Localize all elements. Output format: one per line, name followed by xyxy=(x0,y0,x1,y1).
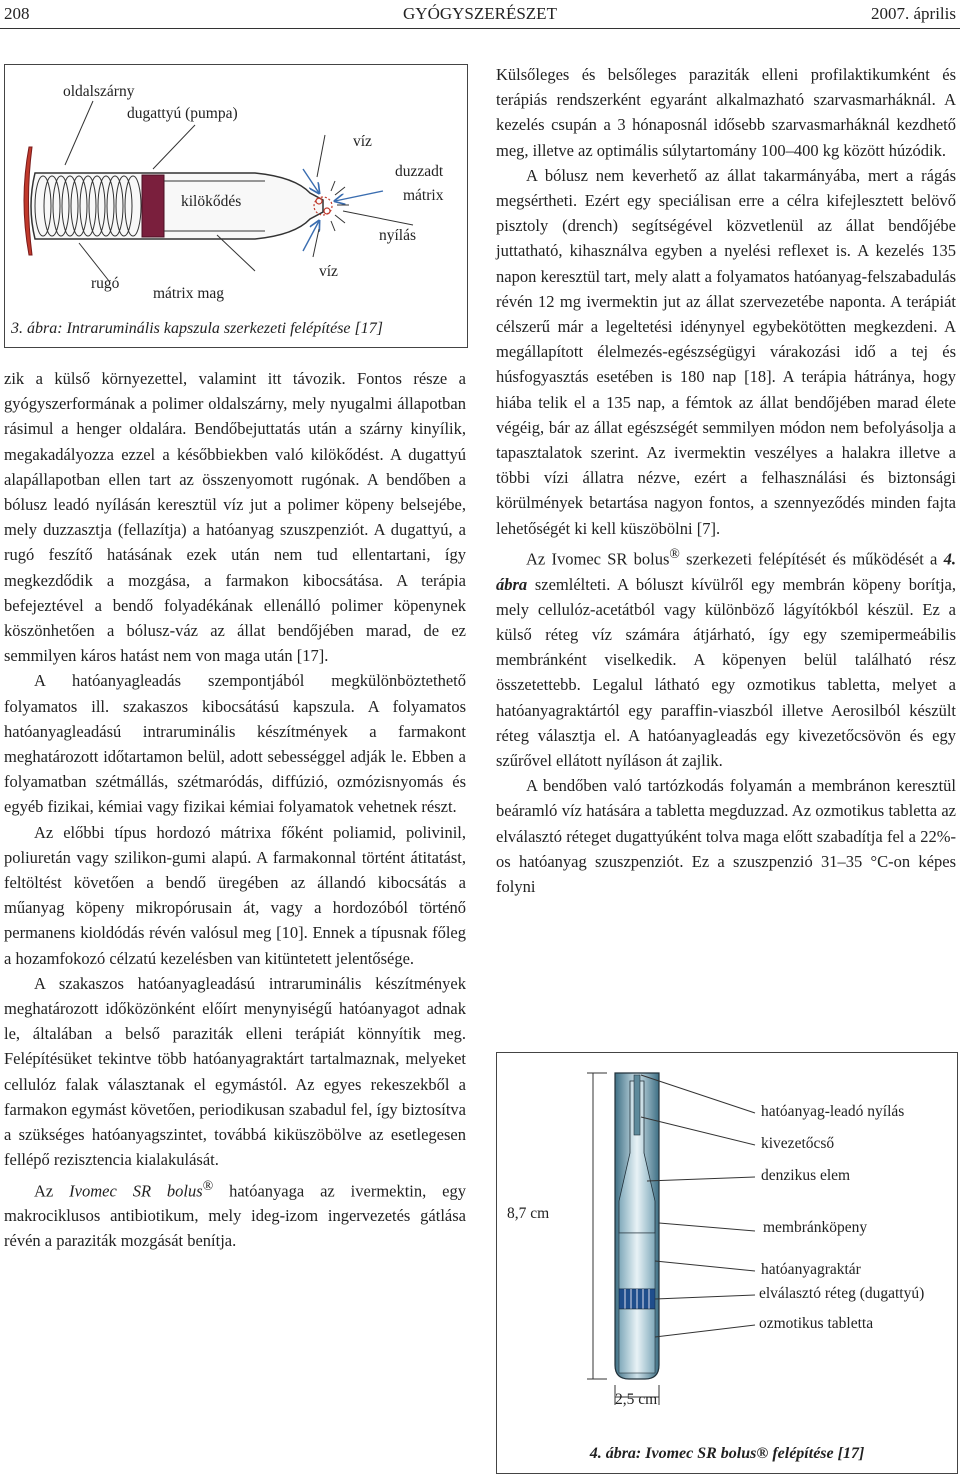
figure-3-caption: 3. ábra: Intraruminális kapszula szerkezeti felépítése [17] xyxy=(11,320,383,337)
height-dimension xyxy=(587,1073,607,1379)
osmotic-tablet xyxy=(619,1309,655,1373)
drug-reservoir xyxy=(619,1233,655,1289)
issue-date: 2007. április xyxy=(871,4,956,23)
text-run: Az Ivomec SR bolus xyxy=(526,549,670,569)
registered-mark: ® xyxy=(756,1445,769,1462)
paragraph xyxy=(4,1173,466,1254)
label-piston-pump: dugattyú (pumpa) xyxy=(127,105,238,122)
registered-mark: ® xyxy=(669,545,680,561)
caption-text: felépítése [17] xyxy=(768,1445,865,1462)
label-release-opening: hatóanyag-leadó nyílás xyxy=(761,1103,905,1120)
page-number: 208 xyxy=(4,4,30,23)
text-run: szerkezeti felépítését és működését a xyxy=(679,549,944,569)
right-column xyxy=(496,62,956,899)
label-height: 8,7 cm xyxy=(507,1205,550,1222)
product-name: Ivomec SR bolus xyxy=(69,1181,203,1200)
label-spring: rugó xyxy=(91,275,120,292)
caption-text: 4. ábra: Ivomec SR bolus xyxy=(589,1445,757,1462)
figure-3 xyxy=(4,64,468,348)
figure-4 xyxy=(496,1052,958,1474)
label-swollen: duzzadt xyxy=(395,163,444,180)
separator-layer xyxy=(619,1289,655,1309)
label-osmotic-tablet: ozmotikus tabletta xyxy=(759,1315,874,1332)
figure-reference: 4. ábra xyxy=(496,549,956,594)
label-width: 2,5 cm xyxy=(615,1391,658,1408)
piston xyxy=(142,175,164,237)
registered-mark: ® xyxy=(202,1177,214,1193)
label-drug-reservoir: hatóanyagraktár xyxy=(761,1261,861,1278)
label-membrane-shell: membránköpeny xyxy=(763,1219,868,1236)
text-run: hatóanyaga az ivermektin, egy makrociklusos antibiotikum, mely ideg-izom ingervezetés gátlása révén a paraziták mozgását benítja. xyxy=(4,1181,467,1251)
figure-4-caption xyxy=(497,1445,957,1463)
label-dense-element: denzikus elem xyxy=(761,1167,851,1184)
label-outlet-tube: kivezetőcső xyxy=(761,1135,835,1152)
paragraph xyxy=(496,541,956,773)
text-run: Az xyxy=(34,1181,70,1200)
journal-title: GYÓGYSZERÉSZET xyxy=(403,4,557,23)
page-header xyxy=(0,0,960,28)
outlet-tube xyxy=(634,1075,640,1135)
label-separator-layer: elválasztó réteg (dugattyú) xyxy=(759,1285,925,1302)
paragraph: A szakaszos hatóanyagleadású intraruminális készítmények meghatározott időközönként előírt menynyiségű hatóanyagot adnak le, általában a belső paraziták elleni terápiát könnyítik meg. Felépítésüket tekintve több hatóanyagraktárt tartalmaznak, melyeket cellulóz falak választanak el egymástól. Az egyes rekeszekből a farmakon egymást követően, periodikusan szabadul fel, így biztosítva a szükséges hatóanyagszintet, továbbá kiküszöbölve az esetlegesen fellépő rezisztencia kialakulását. xyxy=(4,973,466,1170)
label-opening: nyílás xyxy=(379,227,417,244)
label-water-bottom: víz xyxy=(319,263,338,280)
spray-lines xyxy=(331,181,349,231)
paragraph: Külsőleges és belsőleges paraziták elleni profilaktikumként és terápiás rendszerként egyaránt alkalmazható szarvasmarháknál. A kezelés csupán a 3 hónaposnál idősebb szarvasmarháknál kezdhető meg, illetve az optimális súlytartomány 100–400 kg között húzódik. xyxy=(496,65,956,160)
label-side-wing: oldalszárny xyxy=(63,83,135,100)
paragraph: A bendőben való tartózkodás folyamán a membránon keresztül beáramló víz hatására a tabletta megduzzad. Az ozmotikus tabletta az elválasztó réteget dugattyúként tolva maga előtt szabadítja fel a 22%-os hatóanyag szuszpenziót. Ez a szuszpenzió 31–35 °C-on képes folyni xyxy=(496,776,956,896)
label-expulsion: kilökődés xyxy=(181,193,242,210)
paragraph: Az előbbi típus hordozó mátrixa főként poliamid, polivinil, poliuretán vagy szilikon-gumi alapú. A farmakonnal történt átitatást, feltöltést követően a bendő üregében az állandó kibocsátás a műanyag köpeny mikropórusain át, vagy a hordozóból történő permanens kioldódás révén valósul meg [10]. Ennek a típusnak főleg a hozamfokozó célzatú kezelésben van kitüntetett jelentősége. xyxy=(4,822,466,968)
paragraph: zik a külső környezettel, valamint itt távozik. Fontos része a gyógyszerformának a polimer oldalszárny, mely nyugalmi állapotban rásimul a henger oldalára. Bendőbejuttatás után a szárny kinyílik, megakadályozza ezzel a későbbiekben való kilökődést. A dugattyú alapállapotban ellen tart az összenyomott rugónak. A bendőben a bólusz leadó nyílásán keresztül víz jut a polimer köpeny belsejébe, mely duzzasztja (fellazítja) a hatóanyag szuszpenziót. A dugattyú, a rugó feszítő hatásának ezek után nem tud ellentartani, így megkezdődik a mozgása, a farmakon kibocsátása. A terápia befejeztével a bendő folyadékának ellenálló polimer köpenynek köszönhetően a bólusz-váz az állat bendőjében marad, de ez semmilyen káros hatást nem von maga után [17]. xyxy=(4,369,466,666)
paragraph: A hatóanyagleadás szempontjából megkülönböztethető folyamatos ill. szakaszos kibocsátású kapszula. A folyamatos hatóanyagleadású intraruminális készítmények a farmakont meghatározott időtartamon belül, adott sebességgel adják le. Ebben a folyamatban szétmállás, szétmaródás, diffúzió, ozmózisnyomás és egyéb fizikai, kémiai vagy fizikai kémiai folyamatok vehetnek részt. xyxy=(4,671,466,817)
label-water-top: víz xyxy=(353,133,372,150)
text-run: szemlélteti. A bóluszt kívülről egy membrán köpeny borítja, mely cellulóz-acetátból vagy különböző lágyítókból készül. Ez a külső réteg víz számára átjárható, így egy szemipermeábilis membránként viselkedik. A köpenyen belül található rész összetettebb. Legalul látható egy ozmotikus tabletta, melyet a hatóanyagraktártól egy paraffin-viaszból illetve Aerosilból készült réteg választja el. A hatóanyagleadás egy kivezetőcsövön és egy szűrővel ellátott nyíláson át zajlik. xyxy=(496,574,956,770)
label-matrix: mátrix xyxy=(403,187,444,204)
header-rule xyxy=(0,28,960,29)
label-matrix-core: mátrix mag xyxy=(153,285,225,302)
paragraph: A bólusz nem keverhető az állat takarmányába, mert a rágás megsértheti. Ezért egy speciálisan erre a célra kifejlesztett belövő pisztoly (drench) segítségével közvetlenül az állat bendőjébe juttatható, kihasználva egyben a nyelési reflexet is. A kezelés 135 napon keresztül tart, mely alatt a folyamatos hatóanyag-felszabadulás révén 12 mg ivermektin jut az állat szervezetébe naponta. A terápiát célszerű már a legeltetési idénynyel egybekötötten megkezdeni. A megállapított élelmezés-egészségügyi várakozási idő a tej és húsfogyasztás esetében is 180 nap [18]. A terápia hátránya, hogy hiába telik el a 135 nap, a fémtok az állat bendőjében marad élete végéig, bár az állat egészségét semmilyen módon nem befolyásolja a tapasztalatok szerint. Az ivermektin veszélyes a halakra illetve a többi vízi állatra nézve, ezért a felhasználási és biztonsági körülmények betartása nagyon fontos, a szennyeződés minden fajta lehetőségét ki kell küszöbölni [7]. xyxy=(496,165,956,538)
left-column xyxy=(4,366,466,1254)
